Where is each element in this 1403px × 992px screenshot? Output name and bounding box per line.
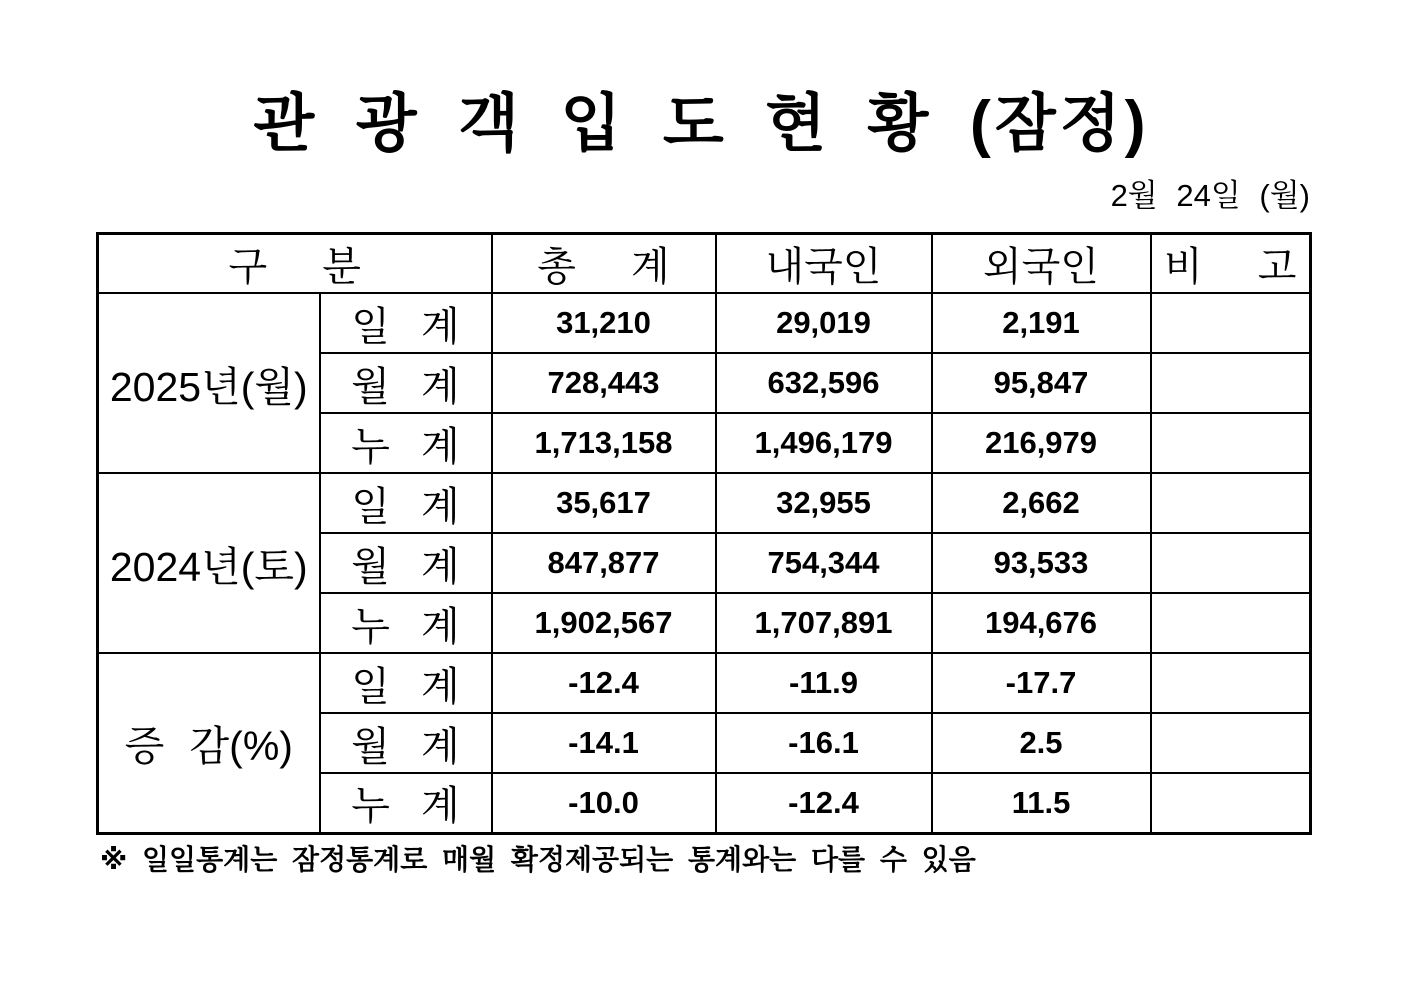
row-label: 누 계 <box>320 773 492 833</box>
foreign-value: 95,847 <box>932 353 1151 413</box>
domestic-value: 1,707,891 <box>716 593 932 653</box>
total-value: 728,443 <box>492 353 716 413</box>
table-header-row <box>98 234 1311 294</box>
group-label-2024: 2024년(토) <box>98 473 320 653</box>
header-total: 총 계 <box>492 234 716 294</box>
foreign-value: 194,676 <box>932 593 1151 653</box>
row-label: 누 계 <box>320 593 492 653</box>
foreign-value: 2,191 <box>932 293 1151 353</box>
total-value: 1,713,158 <box>492 413 716 473</box>
total-value: -12.4 <box>492 653 716 713</box>
total-value: -14.1 <box>492 713 716 773</box>
header-category: 구 분 <box>98 234 492 294</box>
header-domestic: 내국인 <box>716 234 932 294</box>
domestic-value: -12.4 <box>716 773 932 833</box>
remarks-cell <box>1151 593 1311 653</box>
table-row <box>98 473 1311 533</box>
domestic-value: -11.9 <box>716 653 932 713</box>
header-remarks: 비 고 <box>1151 234 1311 294</box>
tourist-arrivals-table <box>96 232 1312 835</box>
remarks-cell <box>1151 473 1311 533</box>
table-row <box>98 293 1311 353</box>
row-label: 월 계 <box>320 353 492 413</box>
domestic-value: 29,019 <box>716 293 932 353</box>
report-date: 2월 24일 (월) <box>1110 178 1310 213</box>
row-label: 월 계 <box>320 713 492 773</box>
domestic-value: 754,344 <box>716 533 932 593</box>
foreign-value: -17.7 <box>932 653 1151 713</box>
row-label: 일 계 <box>320 473 492 533</box>
group-label-change: 증 감(%) <box>98 653 320 833</box>
domestic-value: -16.1 <box>716 713 932 773</box>
row-label: 누 계 <box>320 413 492 473</box>
table-row <box>98 653 1311 713</box>
remarks-cell <box>1151 413 1311 473</box>
remarks-cell <box>1151 653 1311 713</box>
header-foreign: 외국인 <box>932 234 1151 294</box>
row-label: 일 계 <box>320 293 492 353</box>
total-value: 35,617 <box>492 473 716 533</box>
foreign-value: 11.5 <box>932 773 1151 833</box>
remarks-cell <box>1151 293 1311 353</box>
group-label-2025: 2025년(월) <box>98 293 320 473</box>
total-value: 31,210 <box>492 293 716 353</box>
footnote: ※ 일일통계는 잠정통계로 매월 확정제공되는 통계와는 다를 수 있음 <box>100 844 976 875</box>
remarks-cell <box>1151 713 1311 773</box>
foreign-value: 216,979 <box>932 413 1151 473</box>
total-value: 1,902,567 <box>492 593 716 653</box>
total-value: 847,877 <box>492 533 716 593</box>
remarks-cell <box>1151 353 1311 413</box>
foreign-value: 93,533 <box>932 533 1151 593</box>
remarks-cell <box>1151 533 1311 593</box>
remarks-cell <box>1151 773 1311 833</box>
foreign-value: 2,662 <box>932 473 1151 533</box>
row-label: 일 계 <box>320 653 492 713</box>
domestic-value: 32,955 <box>716 473 932 533</box>
page-title: 관 광 객 입 도 현 황 (잠정) <box>253 89 1150 159</box>
foreign-value: 2.5 <box>932 713 1151 773</box>
domestic-value: 632,596 <box>716 353 932 413</box>
total-value: -10.0 <box>492 773 716 833</box>
domestic-value: 1,496,179 <box>716 413 932 473</box>
row-label: 월 계 <box>320 533 492 593</box>
